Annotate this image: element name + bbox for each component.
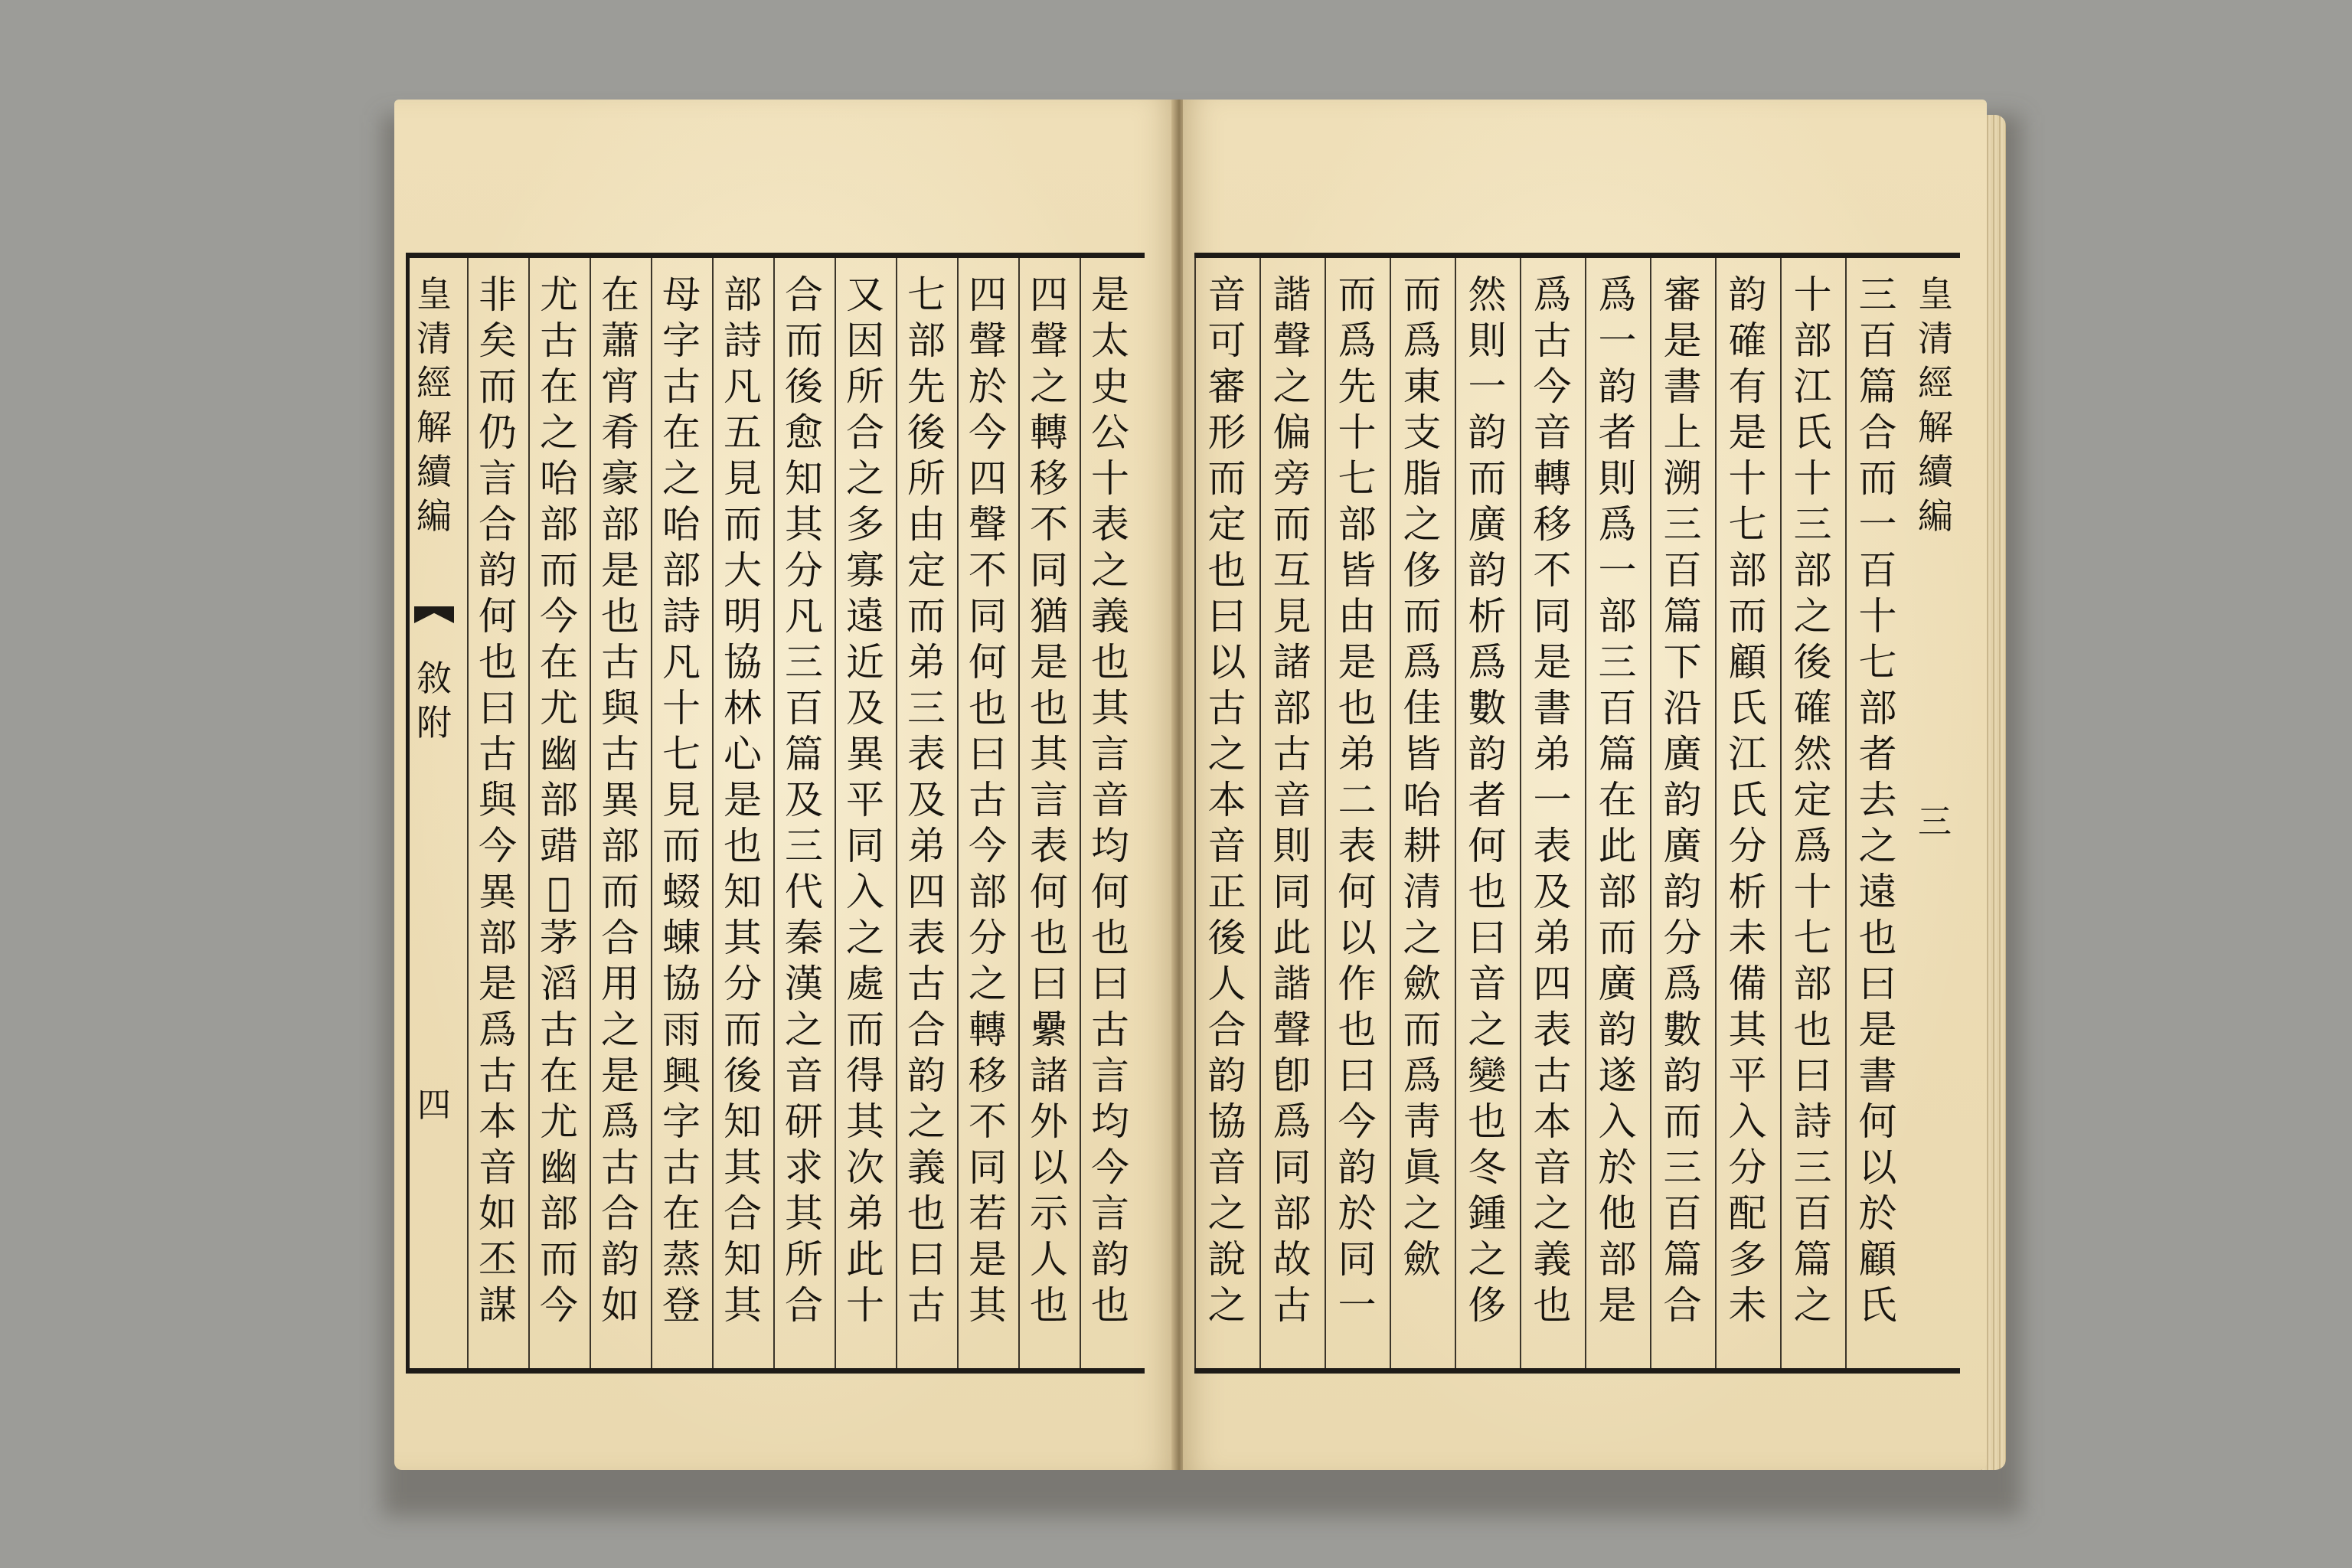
right-text-column: 而 爲 先 十 七 部 皆 由 是 也 弟 二 表 何 以 作 也 曰 今 韵 於 同 一 — [1338, 273, 1377, 1328]
right-text-column: 十 部 江 氏 十 三 部 之 後 確 然 定 爲 十 七 部 也 曰 詩 三 百 篇 之 — [1793, 273, 1832, 1328]
left-text-column-rule — [590, 258, 591, 1368]
right-margin-title: 皇 清 經 解 續 編 — [1918, 273, 1953, 537]
left-text-column: 又 因 所 合 之 多 寡 遠 近 及 異 平 同 入 之 處 而 得 其 次 弟 此 十 — [846, 273, 884, 1328]
left-margin-title: 皇 清 經 解 續 編 — [416, 273, 452, 537]
right-text-column: 三 百 篇 合 而 一 百 十 七 部 者 去 之 遠 也 曰 是 書 何 以 於 顧 氏 — [1858, 273, 1897, 1328]
right-text-column-rule — [1390, 258, 1391, 1368]
left-text-column: 尤 古 在 之 咍 部 而 今 在 尤 幽 部 䜺 𩐈 茅 滔 古 在 尤 幽 部 而 今 — [540, 273, 578, 1328]
right-text-column-rule — [1520, 258, 1521, 1368]
right-text-column: 然 則 一 韵 而 廣 韵 析 爲 數 韵 者 何 也 曰 音 之 變 也 冬 鍾 之 侈 — [1468, 273, 1507, 1328]
left-text-column-rule — [1018, 258, 1020, 1368]
right-text-column-rule — [1194, 258, 1196, 1368]
right-text-column-rule — [1715, 258, 1717, 1368]
right-text-column-rule — [1585, 258, 1586, 1368]
left-text-column-rule — [712, 258, 714, 1368]
right-text-column-rule — [1780, 258, 1782, 1368]
right-text-column: 審 是 書 上 溯 三 百 篇 下 沿 廣 韵 廣 韵 分 爲 數 韵 而 三 百 篇 合 — [1663, 273, 1702, 1328]
left-text-column: 母 字 古 在 之 咍 部 詩 凡 十 七 見 而 蝃 蝀 協 雨 興 字 古 在 蒸 登 — [662, 273, 701, 1328]
left-text-column-rule — [651, 258, 652, 1368]
left-text-column-rule — [957, 258, 959, 1368]
right-text-column: 爲 古 今 音 轉 移 不 同 是 書 弟 一 表 及 弟 四 表 古 本 音 之 義 也 — [1533, 273, 1572, 1328]
left-text-column: 是 太 史 公 十 表 之 義 也 其 言 音 均 何 也 曰 古 言 均 今 言 韵 也 — [1091, 273, 1129, 1328]
left-text-column-rule — [528, 258, 530, 1368]
left-text-column-rule — [1080, 258, 1081, 1368]
right-page-frame — [1194, 253, 1960, 1374]
right-text-column: 韵 確 有 是 十 七 部 而 顧 氏 江 氏 分 析 未 備 其 平 入 分 配 多 未 — [1728, 273, 1767, 1328]
left-text-column: 部 詩 凡 五 見 而 大 明 協 林 心 是 也 知 其 分 而 後 知 其 合 知 其 — [724, 273, 762, 1328]
left-text-column: 合 而 後 愈 知 其 分 凡 三 百 篇 及 三 代 秦 漢 之 音 研 求 其 所 合 — [785, 273, 823, 1328]
left-page-frame — [406, 253, 1145, 1374]
left-text-column-rule — [896, 258, 897, 1368]
right-text-column: 諧 聲 之 偏 旁 而 互 見 諸 部 古 音 則 同 此 諧 聲 卽 爲 同 部 故 古 — [1272, 273, 1312, 1328]
right-text-column-rule — [1259, 258, 1261, 1368]
right-text-column-rule — [1650, 258, 1651, 1368]
left-margin-section: 敘 附 — [416, 658, 452, 743]
left-page-number: 四 — [417, 1086, 451, 1125]
right-text-column: 而 爲 東 支 脂 之 侈 而 爲 佳 皆 咍 耕 清 之 歛 而 爲 靑 眞 之 歛 — [1403, 273, 1442, 1282]
left-text-column: 四 聲 於 今 四 聲 不 同 何 也 曰 古 今 部 分 之 轉 移 不 同 若 是 其 — [969, 273, 1007, 1328]
left-text-column: 在 蕭 宵 肴 豪 部 是 也 古 與 古 異 部 而 合 用 之 是 爲 古 合 韵 如 — [601, 273, 639, 1328]
right-text-column: 爲 一 韵 者 則 爲 一 部 三 百 篇 在 此 部 而 廣 韵 遂 入 於 他 部 是 — [1598, 273, 1637, 1328]
left-text-column-rule — [467, 258, 469, 1368]
right-text-column-rule — [1455, 258, 1456, 1368]
right-page-number: 三 — [1918, 802, 1952, 841]
left-text-column: 非 矣 而 仍 言 合 韵 何 也 曰 古 與 今 異 部 是 爲 古 本 音 如 丕 謀 — [479, 273, 517, 1328]
left-text-column-rule — [835, 258, 836, 1368]
left-text-column: 四 聲 之 轉 移 不 同 猶 是 也 其 言 表 何 也 曰 纍 諸 外 以 示 人 也 — [1030, 273, 1068, 1328]
right-text-column-rule — [1845, 258, 1847, 1368]
right-text-column: 音 可 審 形 而 定 也 曰 以 古 之 本 音 正 後 人 合 韵 協 音 之 說 之 — [1207, 273, 1246, 1328]
left-text-column-rule — [773, 258, 775, 1368]
right-text-column-rule — [1325, 258, 1326, 1368]
left-text-column: 七 部 先 後 所 由 定 而 弟 三 表 及 弟 四 表 古 合 韵 之 義 也 曰 古 — [907, 273, 946, 1328]
